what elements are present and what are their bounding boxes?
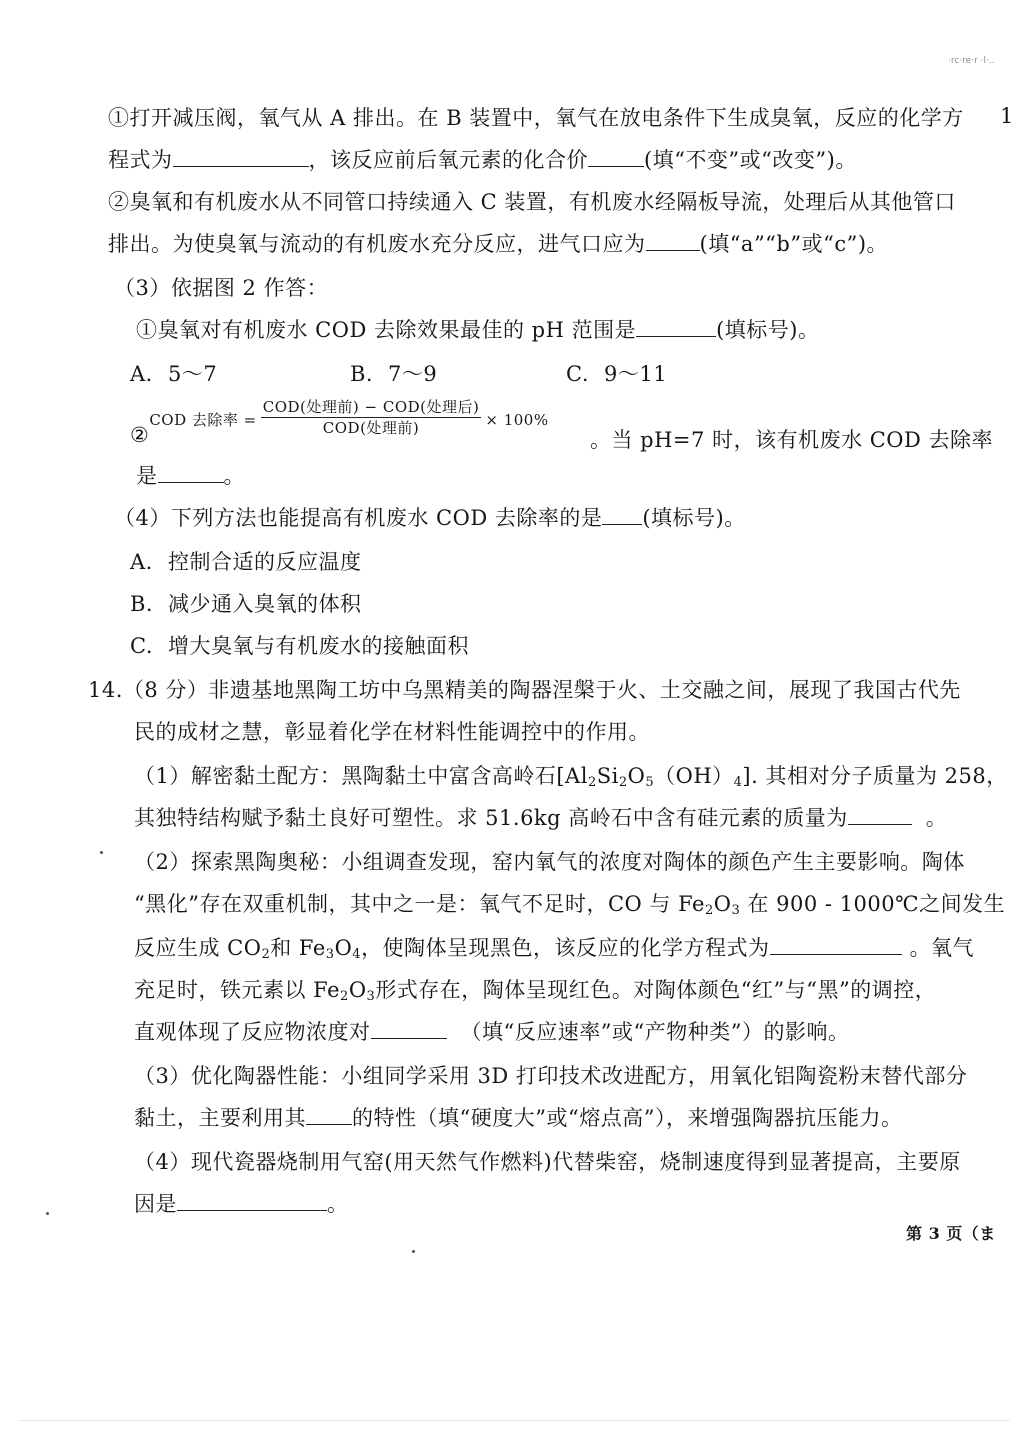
option-text: 控制合适的反应温度 <box>168 550 362 574</box>
margin-number: 1 <box>1000 104 1014 128</box>
q13-3-1-line <box>136 316 819 344</box>
q14-3-text-a: 黏土，主要利用其 <box>134 1106 306 1130</box>
q14-4-line2 <box>134 1190 349 1218</box>
subscript: 2 <box>618 775 628 790</box>
q14-1-text-d: 。 <box>925 806 948 830</box>
q13-2-2-text-a: 排出。为使臭氧与流动的有机废水充分反应，进气口应为 <box>108 232 646 256</box>
option-letter: C. <box>566 362 589 386</box>
q14-3-text-b: 的特性（填“硬度大”或“熔点高”），来增强陶器抗压能力。 <box>352 1106 903 1130</box>
q14-2-text-e: ，使陶体呈现黑色，该反应的化学方程式为 <box>361 936 770 960</box>
formula-part: （OH） <box>654 764 734 788</box>
q13-3-2-text-a: 是 <box>136 464 158 488</box>
scan-speck <box>100 851 103 854</box>
formula-part: Si <box>596 764 619 788</box>
option-letter: A. <box>130 362 153 386</box>
q13-3-1-text-a: ①臭氧对有机废水 COD 去除效果最佳的 pH 范围是 <box>136 318 637 342</box>
q13-2-2-text-b: (填“a”“b”或“c”)。 <box>699 232 889 256</box>
q13-2-1-text-c: (填“不变”或“改变”)。 <box>644 148 857 172</box>
cod-denominator: COD(处理前) <box>322 419 420 437</box>
corner-marks: ·rc·re·r ·l·.. <box>948 56 995 66</box>
q14-2-text-d: 反应生成 CO <box>134 936 262 960</box>
q14-2-text-g: 充足时，铁元素以 Fe <box>134 978 341 1002</box>
q14-2-line5 <box>134 1018 849 1046</box>
q13-3-2-line2 <box>136 462 245 490</box>
q13-4-option-c <box>130 632 469 660</box>
q14-1-text-a: （1）解密黏土配方：黑陶黏土中富含高岭石[Al <box>134 764 588 788</box>
q14-3-line2 <box>134 1104 902 1132</box>
subscript: 5 <box>645 775 655 790</box>
answer-blank-reason[interactable] <box>177 1190 327 1211</box>
option-letter: C. <box>130 634 153 658</box>
option-text: 增大臭氧与有机废水的接触面积 <box>168 634 469 658</box>
q14-4-text-b: 。 <box>327 1192 349 1216</box>
q13-2-1-text-a: 程式为 <box>108 148 173 172</box>
q13-3-1-text-b: (填标号)。 <box>716 318 820 342</box>
scan-edge-line <box>20 1420 1010 1421</box>
q14-2-text-c: 在 900 - 1000℃之间发生 <box>740 892 1006 916</box>
answer-blank-ph-range[interactable] <box>636 316 716 337</box>
option-letter: A. <box>130 550 153 574</box>
q14-2-line3 <box>134 934 974 962</box>
subscript: 3 <box>731 903 741 918</box>
answer-blank-method[interactable] <box>602 504 642 525</box>
answer-blank-equation[interactable] <box>173 146 309 167</box>
q13-4-text-a: （4）下列方法也能提高有机废水 COD 去除率的是 <box>114 506 603 530</box>
q13-2-2-line1: ②臭氧和有机废水从不同管口持续通入 C 装置，有机废水经隔板导流，处理后从其他管口 <box>108 190 956 214</box>
q13-3-option-c <box>566 360 667 388</box>
q13-3-2-text-b: 。 <box>223 464 245 488</box>
option-text: 减少通入臭氧的体积 <box>168 592 362 616</box>
q13-3-2-tail: 。当 pH=7 时，该有机废水 COD 去除率 <box>590 428 994 452</box>
q14-3-line1: （3）优化陶器性能：小组同学采用 3D 打印技术改进配方，用氧化铝陶瓷粉末替代部分 <box>134 1064 968 1088</box>
subscript: 3 <box>366 989 376 1004</box>
option-text: 9～11 <box>604 362 668 386</box>
q14-2-text-i: 直观体现了反应物浓度对 <box>134 1020 371 1044</box>
subscript: 2 <box>587 775 597 790</box>
subscript: 4 <box>352 947 362 962</box>
q14-2-text-f: 。氧气 <box>909 936 975 960</box>
answer-blank-reaction-equation[interactable] <box>770 934 902 955</box>
cod-numerator: COD(处理前) − COD(处理后) <box>262 398 480 416</box>
option-text: 5～7 <box>168 362 218 386</box>
page-number-label: 第 3 页（ま <box>906 1224 996 1243</box>
q13-4-text-b: (填标号)。 <box>642 506 746 530</box>
q14-4-line1: （4）现代瓷器烧制用气窑(用天然气作燃料)代替柴窑，烧制速度得到显著提高，主要原 <box>134 1150 961 1174</box>
subscript: 2 <box>261 947 271 962</box>
cod-fraction <box>261 398 482 437</box>
q14-2-line4 <box>134 976 936 1004</box>
q13-2-1-line1: ①打开减压阀，氧气从 A 排出。在 B 装置中，氧气在放电条件下生成臭氧，反应的化学方 <box>108 106 964 130</box>
option-letter: B. <box>350 362 374 386</box>
q13-2-1-line2 <box>108 146 857 174</box>
q14-2-line2 <box>134 890 1005 918</box>
q14-1-line2 <box>134 804 947 832</box>
answer-blank-inlet[interactable] <box>646 230 700 251</box>
cod-multiplier: × 100% <box>485 411 549 429</box>
subscript: 4 <box>733 775 743 790</box>
scan-speck <box>412 1250 415 1253</box>
q13-4-option-b <box>130 590 362 618</box>
formula-part: O <box>713 892 732 916</box>
q14-intro-line2: 民的成材之慧，彰显着化学在材料性能调控中的作用。 <box>134 720 650 744</box>
q14-2-text-j: （填“反应速率”或“产物种类”）的影响。 <box>460 1020 850 1044</box>
q14-intro-line1: 14.（8 分）非遗基地黑陶工坊中乌黑精美的陶器涅槃于火、土交融之间，展现了我国古代先 <box>88 678 961 702</box>
q13-3-option-a <box>130 360 217 388</box>
q14-4-text-a: 因是 <box>134 1192 177 1216</box>
q14-2-text-h: 形式存在，陶体呈现红色。对陶体颜色“红”与“黑”的调控， <box>375 978 937 1002</box>
formula-part: O <box>627 764 646 788</box>
option-text: 7～9 <box>388 362 438 386</box>
subscript: 2 <box>340 989 349 1004</box>
q13-3-heading: （3）依据图 2 作答： <box>114 276 329 300</box>
formula-part: 和 Fe <box>270 936 326 960</box>
subscript: 2 <box>704 903 714 918</box>
q13-3-2-formula-line <box>130 398 549 448</box>
q14-2-text-a: “黑化”存在双重机制，其中之一是：氧气不足时，CO 与 Fe <box>134 892 705 916</box>
formula-part: O <box>348 978 367 1002</box>
formula-part: O <box>334 936 353 960</box>
q13-2-1-text-b: ，该反应前后氧元素的化合价 <box>308 148 588 172</box>
q13-3-option-b <box>350 360 437 388</box>
cod-rate-lhs: COD 去除率 = <box>149 411 257 429</box>
q14-1-text-c: 其独特结构赋予黏土良好可塑性。求 51.6kg 高岭石中含有硅元素的质量为 <box>134 806 848 830</box>
option-letter: B. <box>130 592 154 616</box>
answer-blank-valence[interactable] <box>588 146 644 167</box>
answer-blank-effect[interactable] <box>371 1018 447 1039</box>
subscript: 3 <box>325 947 335 962</box>
q13-2-2-line2 <box>108 230 888 258</box>
scan-speck <box>46 1212 49 1215</box>
q13-4-option-a <box>130 548 362 576</box>
q13-4-heading <box>114 504 746 532</box>
answer-blank-cod-rate[interactable] <box>158 462 224 483</box>
q14-2-line1: （2）探索黑陶奥秘：小组调查发现，窑内氧气的浓度对陶体的颜色产生主要影响。陶体 <box>134 850 965 874</box>
answer-blank-silicon-mass[interactable] <box>848 804 912 825</box>
q14-1-text-b: ]. 其相对分子质量为 258， <box>742 764 1008 788</box>
answer-blank-property[interactable] <box>306 1104 352 1125</box>
q13-3-2-circle: ② <box>130 423 150 447</box>
q14-1-line1 <box>134 762 1008 790</box>
